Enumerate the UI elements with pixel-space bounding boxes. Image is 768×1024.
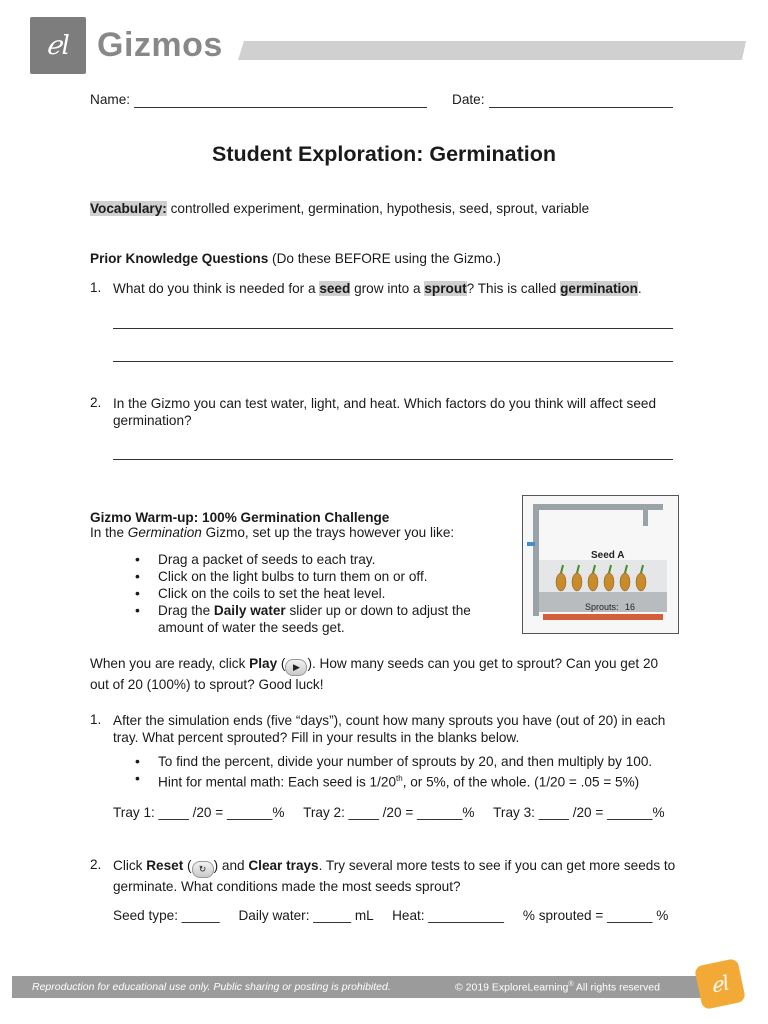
clear-trays-term: Clear trays [248, 858, 319, 873]
name-label: Name: [90, 92, 131, 107]
vocabulary-label: Vocabulary: [90, 201, 167, 216]
gizmo-screenshot [522, 495, 679, 634]
question-number: 2. [90, 857, 102, 872]
daily-water-term: Daily water [213, 603, 286, 618]
question-1 [113, 280, 642, 297]
intro-text: In the [90, 525, 125, 540]
footer-bar [12, 976, 712, 998]
play-icon: ▶ [285, 659, 307, 676]
conditions-blanks[interactable]: Seed type: _____ Daily water: _____ mL Heat: __________ % sprouted = ______ % [113, 908, 669, 923]
sprouts-value: 16 [625, 602, 636, 612]
play-instructions: When you are ready, click Play ( ▶ ). How many seeds can you get to sprout? Can you get 20 out of 20 (100%) to sprout? Good luck! [90, 656, 659, 692]
footer-logo-badge [694, 958, 746, 1010]
question-sim-2: Click Reset ( ↻ ) and Clear trays. Try several more tests to see if you can get more seeds to germinate. What conditions made the most seeds sprout? [113, 858, 676, 894]
prior-heading: Prior Knowledge Questions [90, 251, 269, 266]
play-text: ). How many seeds can you get to sprout? Can you get 20 out of 20 (100%) to sprout? Good luck! [90, 656, 659, 692]
intro-gizmo-name: Germination [127, 525, 202, 540]
seed-label: Seed A [591, 550, 625, 561]
list-item: • To find the percent, divide your number of sprouts by 20, and then multiply by 100. [135, 753, 675, 770]
answer-line[interactable] [113, 361, 673, 362]
name-field[interactable] [134, 107, 427, 108]
copyright-text: All rights reserved [573, 981, 660, 994]
hint-text: Hint for mental math: Each seed is 1/20 [158, 774, 397, 790]
brand-name: Gizmos [97, 26, 223, 64]
list-item: • Click on the coils to set the heat level. [135, 585, 495, 602]
badge-glyph: ℯl [708, 970, 732, 998]
question-number: 2. [90, 395, 102, 410]
q1-text: What do you think is needed for a [113, 281, 316, 296]
warmup-heading: Gizmo Warm-up: 100% Germination Challenge [90, 510, 390, 525]
copyright-text: © 2019 ExploreLearning [455, 981, 569, 994]
question-2: In the Gizmo you can test water, light, and heat. Which factors do you think will affect seed germination? [113, 396, 657, 428]
play-term: Play [249, 656, 278, 671]
question-number: 1. [90, 712, 102, 727]
answer-line[interactable] [113, 459, 673, 460]
date-label: Date: [452, 92, 485, 107]
list-item [135, 770, 675, 791]
list-item: • Drag a packet of seeds to each tray. [135, 551, 495, 568]
bullet-text: slider up or down to adjust the amount of water the seeds get. [158, 603, 471, 635]
hint-text: , or 5%, of the whole. (1/20 = .05 = 5%) [402, 774, 640, 790]
warmup-bullets [135, 551, 495, 636]
header-bar [238, 41, 746, 60]
prior-knowledge-heading [90, 251, 501, 266]
question-number: 1. [90, 280, 102, 295]
warmup-intro [90, 525, 454, 540]
footer-copyright [455, 981, 660, 994]
reset-icon: ↻ [192, 861, 214, 878]
sprouts-label: Sprouts: [585, 602, 619, 612]
q1-text: . [637, 281, 642, 296]
footer-notice: Reproduction for educational use only. Public sharing or posting is prohibited. [32, 981, 391, 993]
hint-bullets [135, 753, 675, 791]
question-sim-1: After the simulation ends (five “days”), count how many sprouts you have (out of 20) in each tray. What percent sprouted? Fill in your results in the blanks below. [113, 713, 666, 745]
answer-line[interactable] [113, 328, 673, 329]
bullet-text: Drag the [158, 603, 211, 618]
reset-term: Reset [146, 858, 184, 873]
list-item: • Click on the light bulbs to turn them on or off. [135, 568, 495, 585]
q1-text: grow into a [354, 281, 421, 296]
prior-note: (Do these BEFORE using the Gizmo.) [272, 251, 501, 266]
list-item [135, 602, 495, 636]
page-title: Student Exploration: Germination [211, 142, 556, 166]
q1-text: ? This is called [466, 281, 557, 296]
explorelearning-logo [30, 17, 86, 74]
vocabulary [90, 201, 589, 216]
q2-text: . Try several more tests to see if you can get more seeds to germinate. What conditions made the most seeds sprout? [113, 858, 676, 894]
germination-tray-illustration [523, 496, 678, 633]
intro-text: Gizmo, set up the trays however you like: [205, 525, 455, 540]
tray-blanks[interactable]: Tray 1: ____ /20 = ______% Tray 2: ____ /20 = ______% Tray 3: ____ /20 = ______% [113, 805, 665, 820]
hint-sup: th [396, 774, 403, 783]
date-field[interactable] [489, 107, 673, 108]
play-text: When you are ready, click [90, 656, 246, 671]
logo-glyph: ℯl [46, 30, 70, 61]
q2-text: ) and [213, 858, 245, 873]
registered-mark: ® [568, 980, 574, 988]
q2-text: Click [113, 858, 143, 873]
term-germination: germination [560, 281, 638, 296]
term-sprout: sprout [424, 281, 467, 296]
term-seed: seed [319, 281, 351, 296]
vocabulary-text: controlled experiment, germination, hypothesis, seed, sprout, variable [170, 201, 590, 216]
